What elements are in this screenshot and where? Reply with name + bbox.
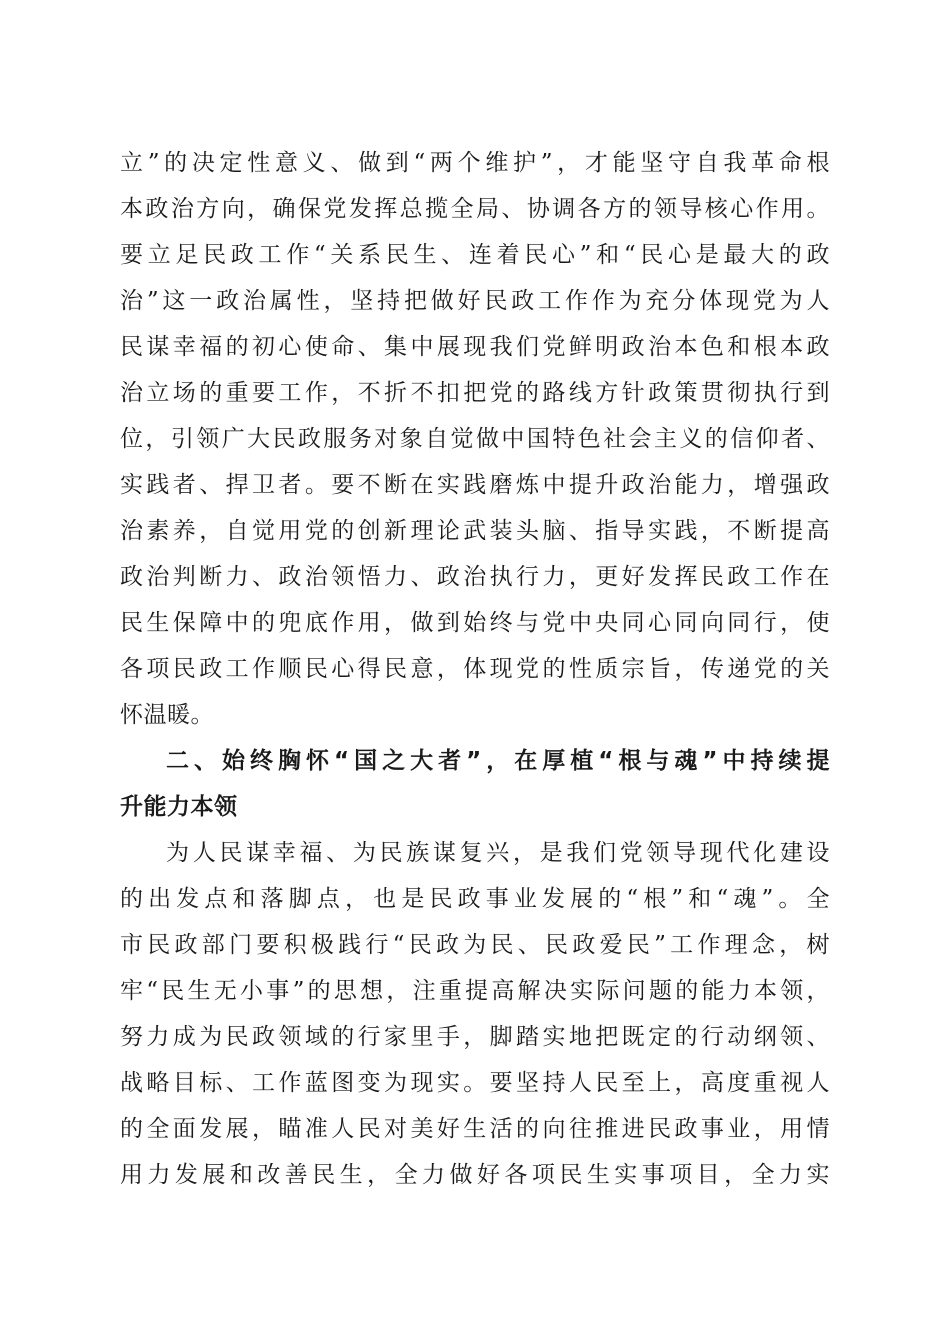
text-line: 实践者、捍卫者。要不断在实践磨炼中提升政治能力，增强政 — [120, 472, 830, 498]
text-line: 用力发展和改善民生，全力做好各项民生实事项目，全力实 — [120, 1162, 830, 1188]
text-line: 努力成为民政领域的行家里手，脚踏实地把既定的行动纲领、 — [120, 1024, 830, 1050]
text-line: 立”的决定性意义、做到“两个维护”，才能坚守自我革命根 — [120, 150, 830, 176]
text-line: 民生保障中的兜底作用，做到始终与党中央同心同向同行，使 — [120, 610, 830, 636]
text-line: 治素养，自觉用党的创新理论武装头脑、指导实践，不断提高 — [120, 518, 830, 544]
text-line: 战略目标、工作蓝图变为现实。要坚持人民至上，高度重视人 — [120, 1070, 830, 1096]
paragraph-continued — [120, 140, 830, 738]
text-line: 怀温暖。 — [120, 702, 214, 728]
text-line: 的出发点和落脚点，也是民政事业发展的“根”和“魂”。全 — [120, 886, 830, 912]
text-line: 民谋幸福的初心使命、集中展现我们党鲜明政治本色和根本政 — [120, 334, 830, 360]
text-line: 的全面发展，瞄准人民对美好生活的向往推进民政事业，用情 — [120, 1116, 830, 1142]
section-heading — [120, 738, 830, 830]
text-line: 本政治方向，确保党发挥总揽全局、协调各方的领导核心作用。 — [120, 196, 830, 222]
text-line: 政治判断力、政治领悟力、政治执行力，更好发挥民政工作在 — [120, 564, 830, 590]
document-body — [120, 140, 830, 1198]
text-line: 牢“民生无小事”的思想，注重提高解决实际问题的能力本领， — [120, 978, 830, 1004]
heading-line: 升能力本领 — [120, 794, 238, 820]
text-line: 市民政部门要积极践行“民政为民、民政爱民”工作理念，树 — [120, 932, 830, 958]
text-line: 治”这一政治属性，坚持把做好民政工作作为充分体现党为人 — [120, 288, 830, 314]
text-line: 要立足民政工作“关系民生、连着民心”和“民心是最大的政 — [120, 242, 830, 268]
text-line: 位，引领广大民政服务对象自觉做中国特色社会主义的信仰者、 — [120, 426, 830, 452]
text-line: 治立场的重要工作，不折不扣把党的路线方针政策贯彻执行到 — [120, 380, 830, 406]
text-line: 各项民政工作顺民心得民意，体现党的性质宗旨，传递党的关 — [120, 656, 830, 682]
text-line: 为人民谋幸福、为民族谋复兴，是我们党领导现代化建设 — [166, 840, 830, 866]
heading-line: 二、始终胸怀“国之大者”，在厚植“根与魂”中持续提 — [166, 748, 830, 774]
paragraph — [120, 830, 830, 1198]
